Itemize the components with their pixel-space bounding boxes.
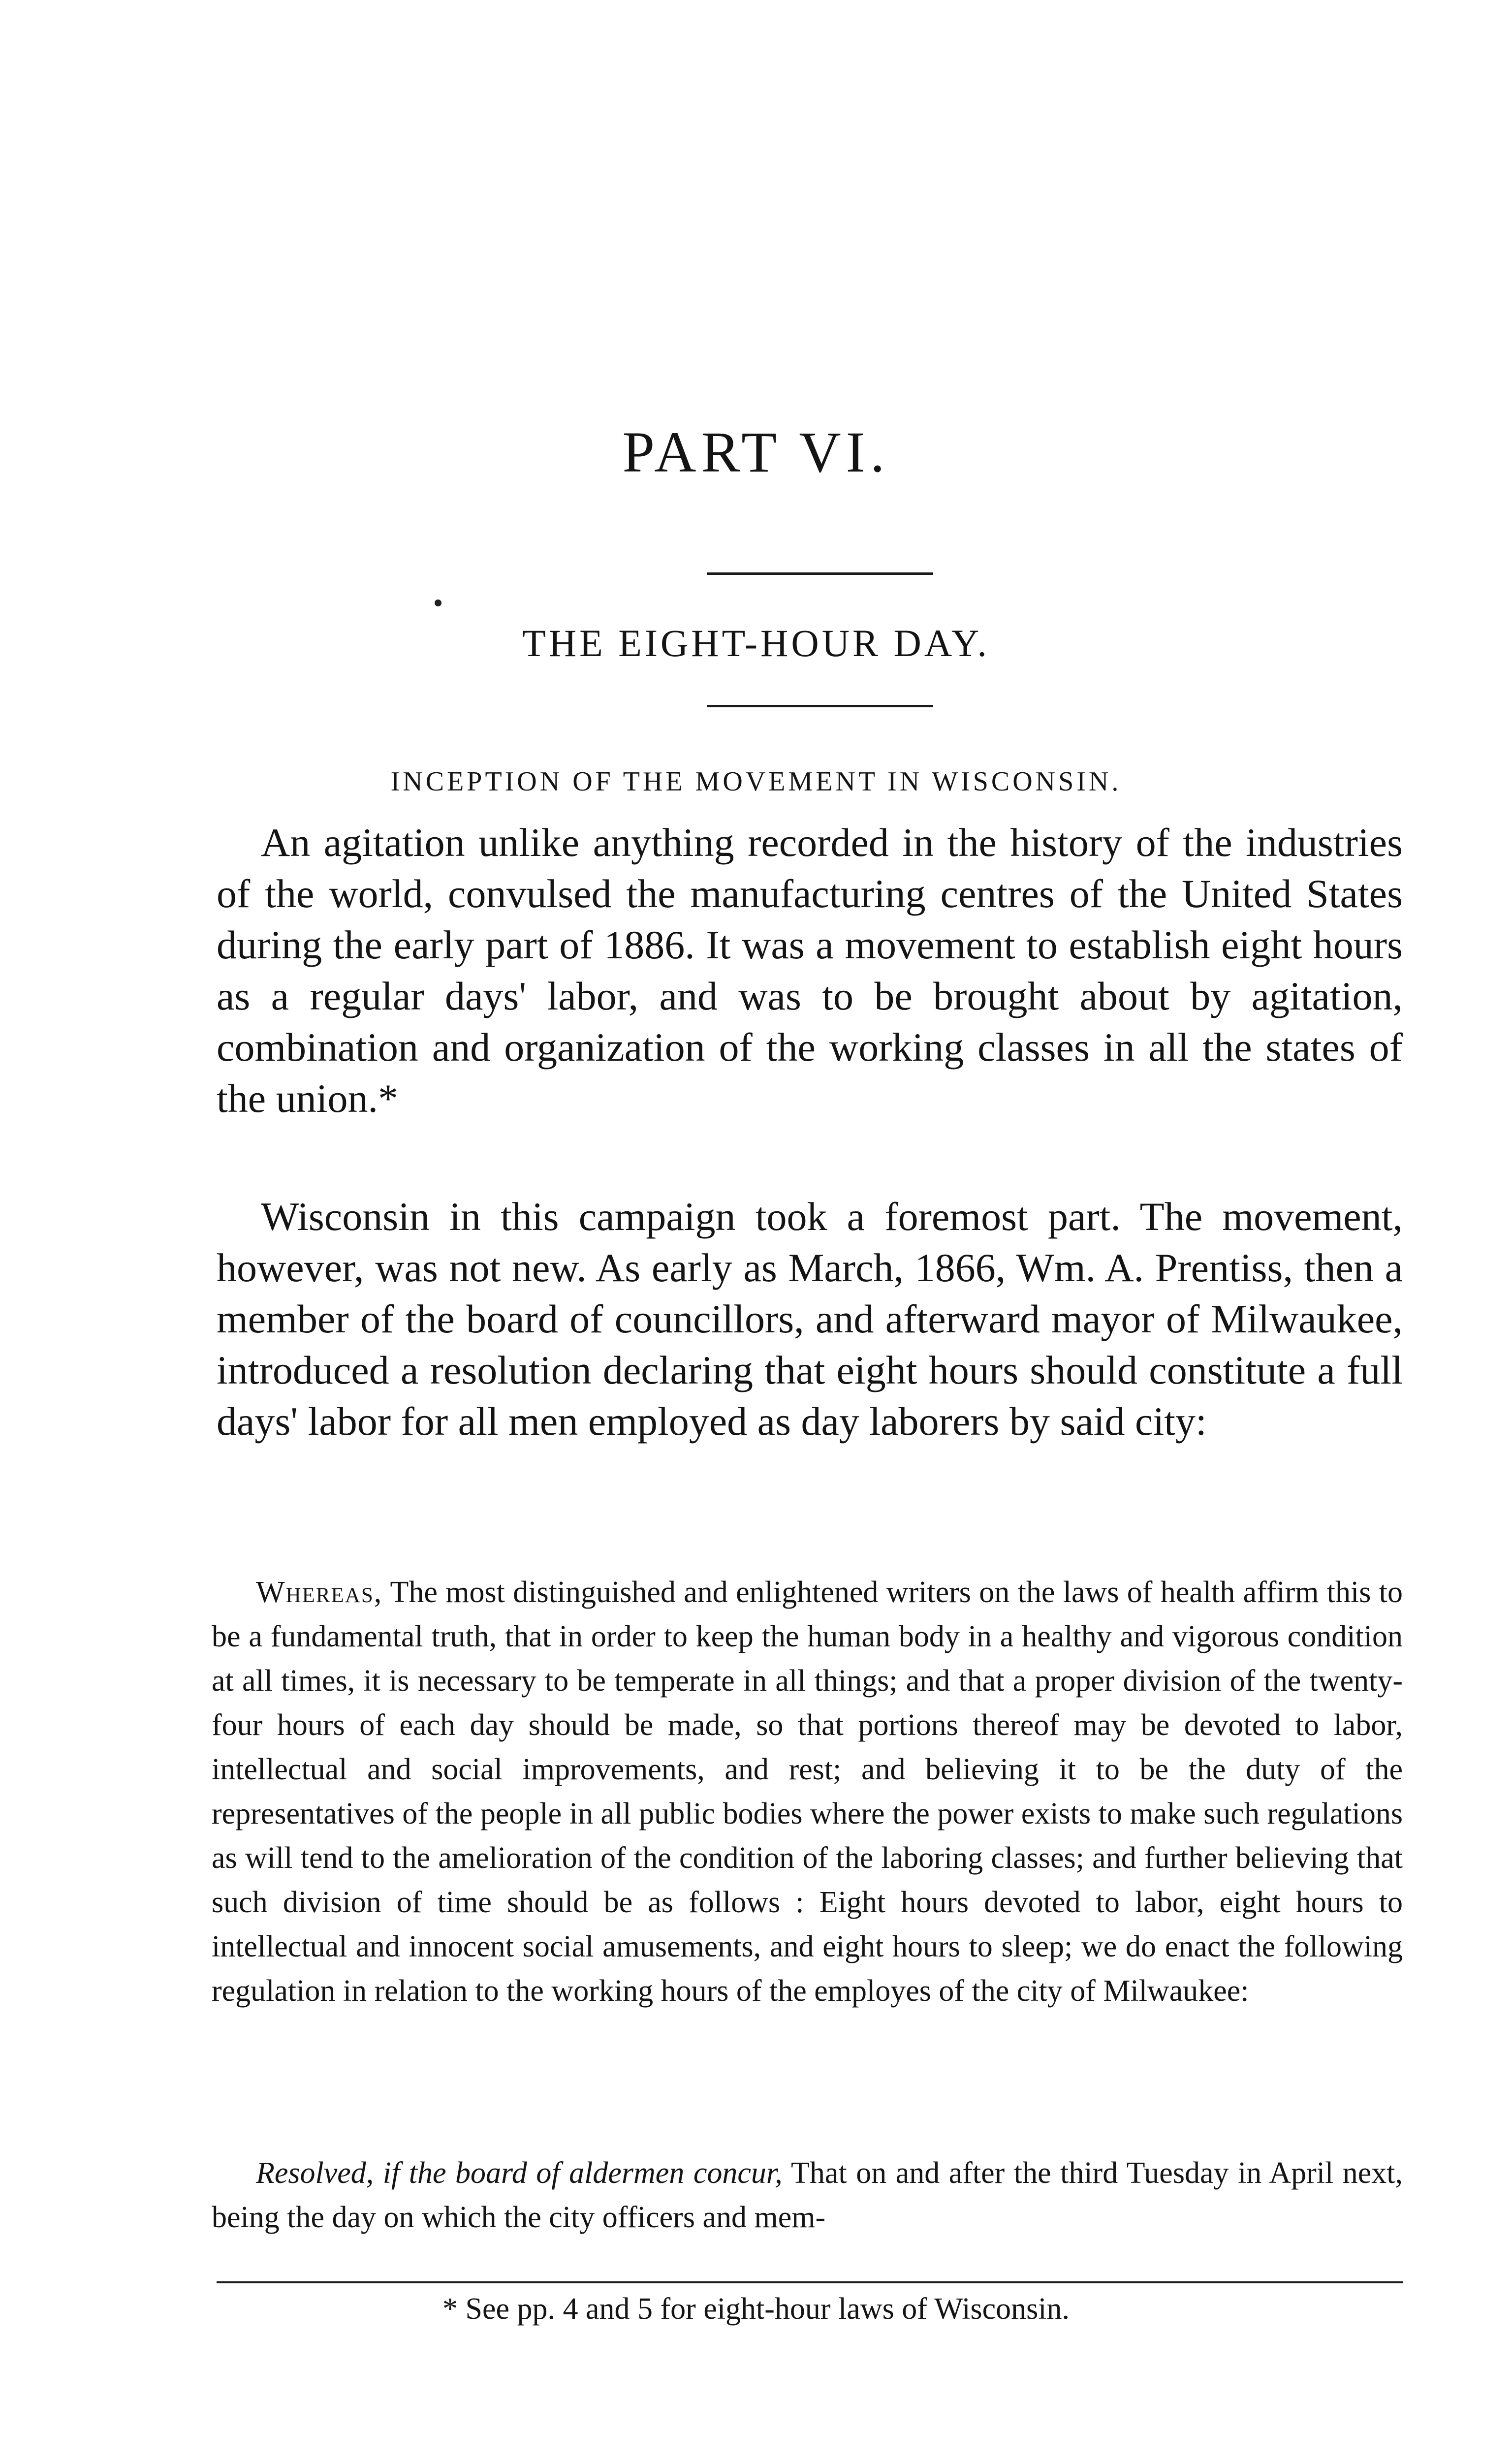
title-rule-bottom <box>707 705 933 707</box>
resolved-lead: Resolved, if the board of aldermen concur, <box>256 2156 783 2190</box>
whereas-text: The most distinguished and enlightened writers on the laws of health affirm this to be a fundamental truth, that in order to keep the human body in a healthy and vigorous condition at all times, it is necessary to be temperate in all things; and that a proper division of the twenty-four hours of each day should be made, so that portions thereof may be devoted to labor, intellectual and social improvements, and rest; and believing it to be the duty of the representatives of the people in all public bodies where the power exists to make such regulations as will tend to the amelioration of the condition of the laboring classes; and further believing that such division of time should be as follows : Eight hours devoted to labor, eight hours to intellectual and innocent social amusements, and eight hours to sleep; we do enact the following regulation in relation to the working hours of the employes of the city of Milwaukee: <box>212 1576 1403 2008</box>
part-title: PART VI. <box>622 420 890 484</box>
body-paragraph: Wisconsin in this campaign took a foremost part. The movement, however, was not new. As early as March, 1866, Wm. A. Prentiss, then a member of the board of councillors, and afterward mayor of Milwaukee, introduced a resolution declaring that eight hours should constitute a full days' labor for all men employed as day laborers by said city: <box>217 1194 1403 1444</box>
section-title: INCEPTION OF THE MOVEMENT IN WISCONSIN. <box>390 766 1122 797</box>
footnote: * See pp. 4 and 5 for eight-hour laws of Wisconsin. <box>442 2292 1070 2326</box>
whereas-clause <box>212 1570 1403 2013</box>
chapter-title: THE EIGHT-HOUR DAY. <box>522 622 990 664</box>
title-rule-top <box>707 572 933 575</box>
ink-dot <box>435 599 441 606</box>
resolved-clause <box>212 2151 1403 2240</box>
whereas-lead: Whereas, <box>256 1576 383 1609</box>
footnote-rule <box>217 2281 1403 2283</box>
body-paragraph: An agitation unlike anything recorded in the history of the industries of the world, convulsed the manufacturing centres of the United States during the early part of 1886. It was a movement to establish eight hours as a regular days' labor, and was to be brought about by agitation, combination and organization of the working classes in all the states of the union.* <box>217 820 1403 1121</box>
resolved-text: That on and after the third Tuesday in April next, being the day on which the city officers and mem- <box>212 2156 1403 2234</box>
